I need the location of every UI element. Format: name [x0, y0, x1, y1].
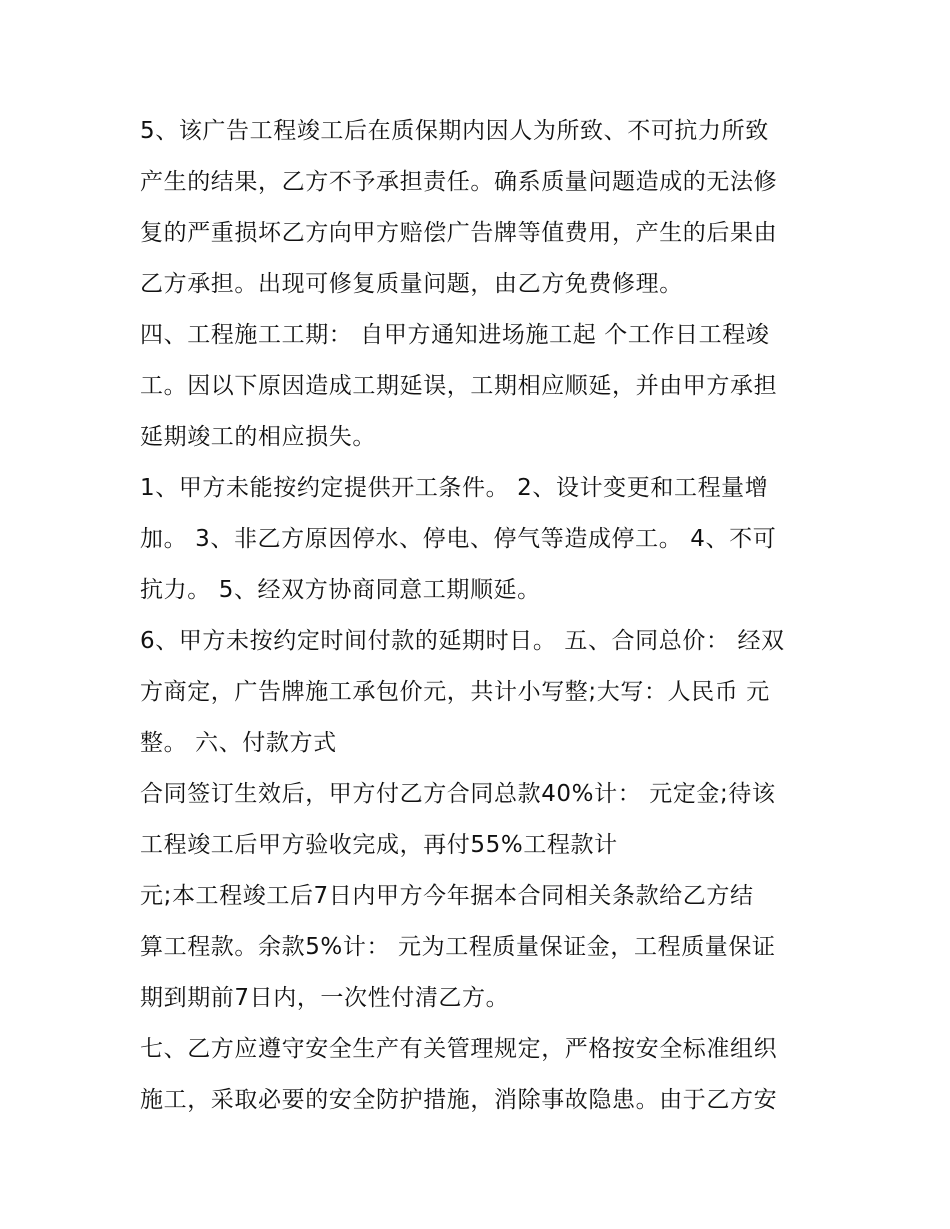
text-line: 抗力。 5、经双方协商同意工期顺延。 [140, 577, 541, 603]
text-line: 施工，采取必要的安全防护措施，消除事故隐患。由于乙方安 [140, 1087, 778, 1113]
text-line: 5、该广告工程竣工后在质保期内因人为所致、不可抗力所致 [140, 118, 769, 144]
text-line: 工。因以下原因造成工期延误，工期相应顺延，并由甲方承担 [140, 373, 778, 399]
text-line: 工程竣工后甲方验收完成，再付55%工程款计 [140, 832, 618, 858]
text-line: 1、甲方未能按约定提供开工条件。 2、设计变更和工程量增 [140, 475, 769, 501]
text-line: 乙方承担。出现可修复质量问题，由乙方免费修理。 [140, 271, 683, 297]
text-line: 算工程款。余款5%计： 元为工程质量保证金，工程质量保证 [140, 934, 776, 960]
text-line: 产生的结果，乙方不予承担责任。确系质量问题造成的无法修 [140, 169, 778, 195]
section-heading-line: 四、工程施工工期： 自甲方通知进场施工起 个工作日工程竣 [140, 322, 770, 348]
text-line: 期到期前7日内，一次性付清乙方。 [140, 985, 510, 1011]
text-line: 延期竣工的相应损失。 [140, 424, 376, 450]
text-line: 七、乙方应遵守安全生产有关管理规定，严格按安全标准组织 [140, 1036, 778, 1062]
text-line: 合同签订生效后，甲方付乙方合同总款40%计： 元定金;待该 [140, 781, 776, 807]
text-line: 方商定，广告牌施工承包价元，共计小写整;大写：人民币 元 [140, 679, 770, 705]
text-line: 复的严重损坏乙方向甲方赔偿广告牌等值费用，产生的后果由 [140, 220, 778, 246]
text-line: 元;本工程竣工后7日内甲方今年据本合同相关条款给乙方结 [140, 883, 754, 909]
text-line: 6、甲方未按约定时间付款的延期时日。 五、合同总价： 经双 [140, 628, 785, 654]
text-line: 整。 六、付款方式 [140, 730, 337, 756]
text-line: 加。 3、非乙方原因停水、停电、停气等造成停工。 4、不可 [140, 526, 777, 552]
